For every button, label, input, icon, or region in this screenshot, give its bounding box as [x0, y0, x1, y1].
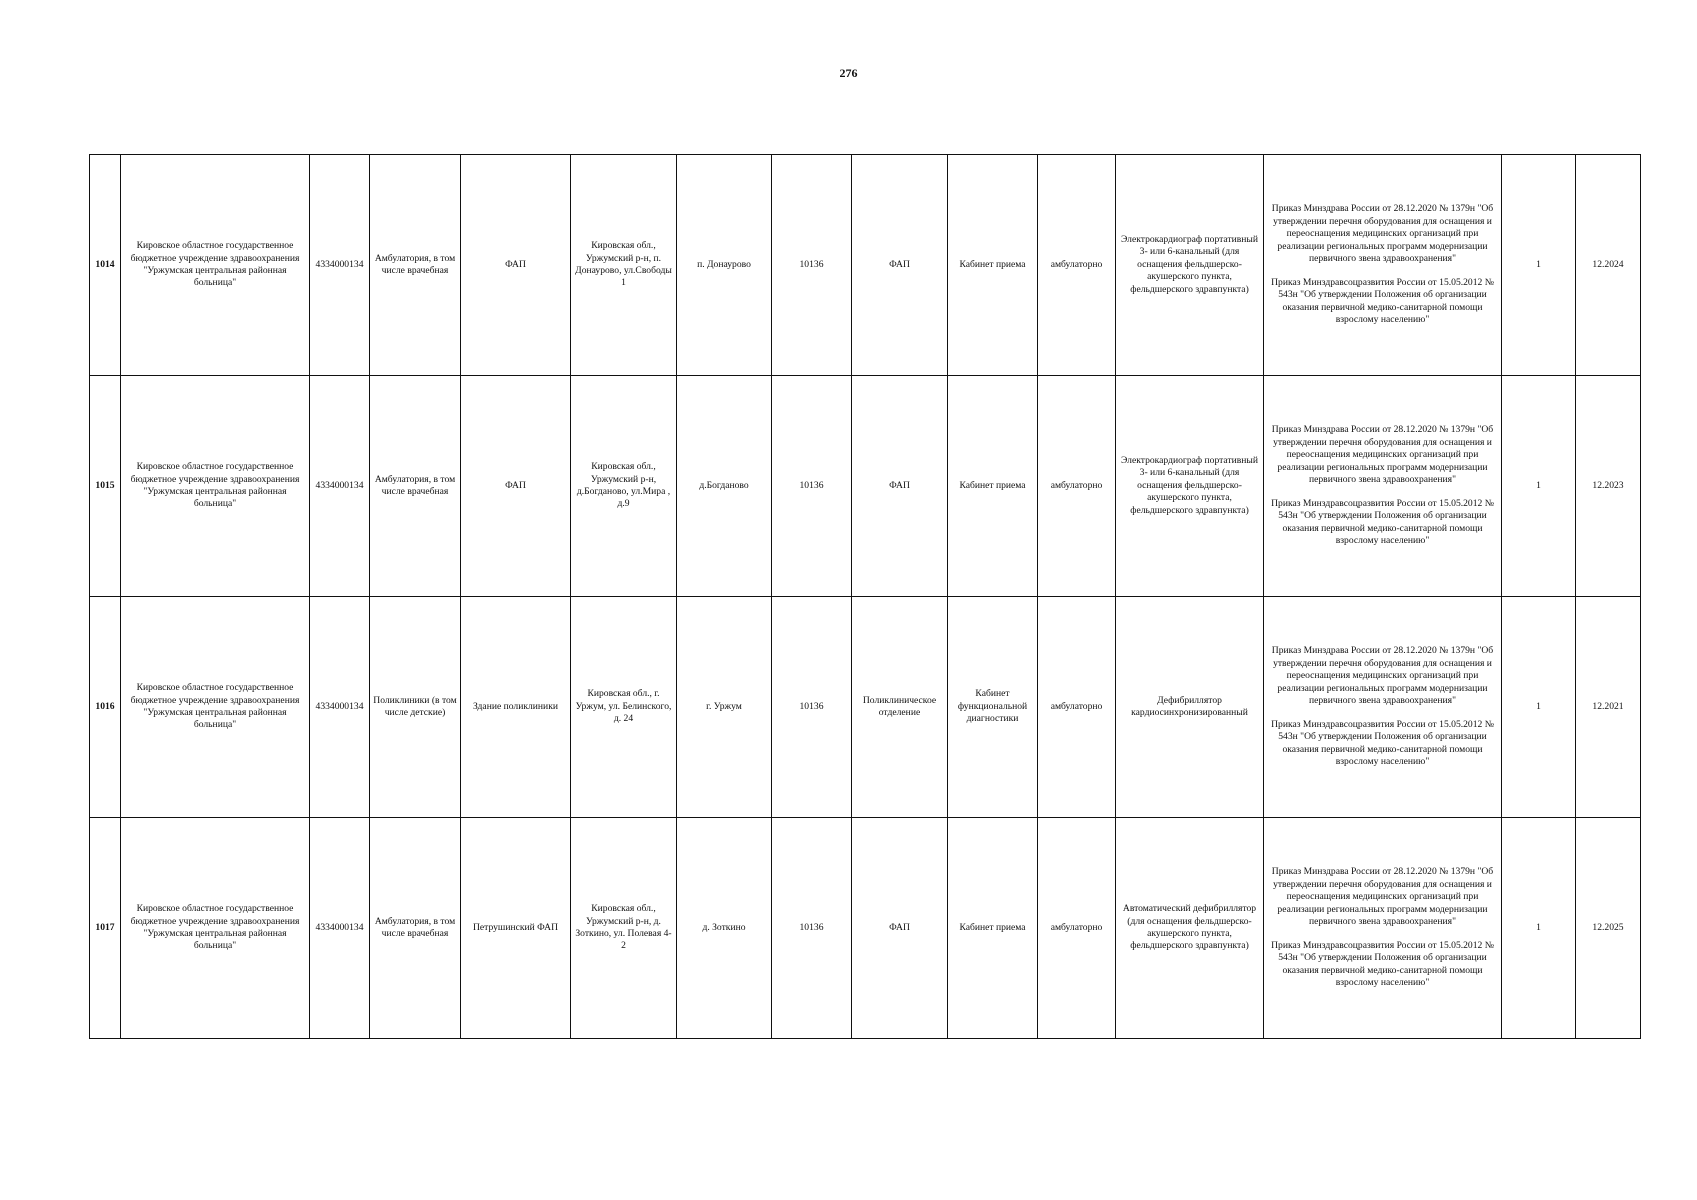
- legal-basis-order-1379n: Приказ Минздрава России от 28.12.2020 № 1379н "Об утверждении перечня оборудования для оснащения и переоснащения медицинских организаций при реализации региональных программ модернизации первичного звена здравоохранения": [1271, 424, 1494, 486]
- organization-name: Кировское областное государственное бюджетное учреждение здравоохранения "Уржумская центральная районная больница": [121, 597, 310, 818]
- equipment: Автоматический дефибриллятор (для оснащения фельдшерско-акушерского пункта, фельдшерского здравпункта): [1116, 818, 1264, 1039]
- legal-basis-order-543n: Приказ Минздравсоцразвития России от 15.05.2012 № 543н "Об утверждении Положения об организации оказания первичной медико-санитарной помощи взрослому населению": [1271, 497, 1494, 547]
- row-number: 1015: [90, 376, 121, 597]
- room: Кабинет приема: [948, 818, 1038, 1039]
- organization-name: Кировское областное государственное бюджетное учреждение здравоохранения "Уржумская центральная районная больница": [121, 155, 310, 376]
- legal-basis: [1264, 597, 1502, 818]
- department: Поликлиническое отделение: [852, 597, 948, 818]
- due-date: 12.2021: [1576, 597, 1641, 818]
- code: 10136: [772, 818, 852, 1039]
- facility-object: ФАП: [461, 376, 571, 597]
- care-form: амбулаторно: [1038, 376, 1116, 597]
- address: Кировская обл., г. Уржум, ул. Белинского, д. 24: [571, 597, 677, 818]
- facility-type: Поликлиники (в том числе детские): [370, 597, 461, 818]
- table-row: [90, 597, 1641, 818]
- department: ФАП: [852, 376, 948, 597]
- department: ФАП: [852, 818, 948, 1039]
- table-row: [90, 818, 1641, 1039]
- legal-basis-order-543n: Приказ Минздравсоцразвития России от 15.05.2012 № 543н "Об утверждении Положения об организации оказания первичной медико-санитарной помощи взрослому населению": [1271, 276, 1494, 326]
- row-number: 1017: [90, 818, 121, 1039]
- due-date: 12.2025: [1576, 818, 1641, 1039]
- room: Кабинет функциональной диагностики: [948, 597, 1038, 818]
- registry-body: [90, 155, 1641, 1039]
- organization-name: Кировское областное государственное бюджетное учреждение здравоохранения "Уржумская центральная районная больница": [121, 376, 310, 597]
- room: Кабинет приема: [948, 155, 1038, 376]
- care-form: амбулаторно: [1038, 818, 1116, 1039]
- code: 10136: [772, 155, 852, 376]
- legal-basis-order-543n: Приказ Минздравсоцразвития России от 15.05.2012 № 543н "Об утверждении Положения об организации оказания первичной медико-санитарной помощи взрослому населению": [1271, 939, 1494, 989]
- care-form: амбулаторно: [1038, 155, 1116, 376]
- equipment: Электрокардиограф портативный 3- или 6-канальный (для оснащения фельдшерско-акушерского пункта, фельдшерского здравпункта): [1116, 155, 1264, 376]
- facility-object: Здание поликлиники: [461, 597, 571, 818]
- locality: д.Богданово: [677, 376, 772, 597]
- legal-basis: [1264, 155, 1502, 376]
- facility-type: Амбулатория, в том числе врачебная: [370, 818, 461, 1039]
- room: Кабинет приема: [948, 376, 1038, 597]
- facility-type: Амбулатория, в том числе врачебная: [370, 376, 461, 597]
- table-row: [90, 155, 1641, 376]
- locality: п. Донаурово: [677, 155, 772, 376]
- quantity: 1: [1502, 597, 1576, 818]
- quantity: 1: [1502, 155, 1576, 376]
- legal-basis-order-543n: Приказ Минздравсоцразвития России от 15.05.2012 № 543н "Об утверждении Положения об организации оказания первичной медико-санитарной помощи взрослому населению": [1271, 718, 1494, 768]
- equipment: Дефибриллятор кардиосинхронизированный: [1116, 597, 1264, 818]
- inn: 4334000134: [310, 597, 370, 818]
- code: 10136: [772, 376, 852, 597]
- inn: 4334000134: [310, 818, 370, 1039]
- locality: д. Зоткино: [677, 818, 772, 1039]
- equipment: Электрокардиограф портативный 3- или 6-канальный (для оснащения фельдшерско-акушерского пункта, фельдшерского здравпункта): [1116, 376, 1264, 597]
- address: Кировская обл., Уржумский р-н, п. Донаурово, ул.Свободы 1: [571, 155, 677, 376]
- inn: 4334000134: [310, 376, 370, 597]
- row-number: 1016: [90, 597, 121, 818]
- address: Кировская обл., Уржумский р-н, д.Богданово, ул.Мира , д.9: [571, 376, 677, 597]
- inn: 4334000134: [310, 155, 370, 376]
- address: Кировская обл., Уржумский р-н, д. Зоткино, ул. Полевая 4-2: [571, 818, 677, 1039]
- quantity: 1: [1502, 818, 1576, 1039]
- department: ФАП: [852, 155, 948, 376]
- page-number: 276: [839, 66, 858, 80]
- legal-basis: [1264, 818, 1502, 1039]
- facility-object: ФАП: [461, 155, 571, 376]
- due-date: 12.2024: [1576, 155, 1641, 376]
- due-date: 12.2023: [1576, 376, 1641, 597]
- legal-basis-order-1379n: Приказ Минздрава России от 28.12.2020 № 1379н "Об утверждении перечня оборудования для оснащения и переоснащения медицинских организаций при реализации региональных программ модернизации первичного звена здравоохранения": [1271, 866, 1494, 928]
- quantity: 1: [1502, 376, 1576, 597]
- code: 10136: [772, 597, 852, 818]
- row-number: 1014: [90, 155, 121, 376]
- legal-basis: [1264, 376, 1502, 597]
- care-form: амбулаторно: [1038, 597, 1116, 818]
- table-row: [90, 376, 1641, 597]
- facility-object: Петрушинский ФАП: [461, 818, 571, 1039]
- equipment-registry-table: [89, 154, 1641, 1039]
- organization-name: Кировское областное государственное бюджетное учреждение здравоохранения "Уржумская центральная районная больница": [121, 818, 310, 1039]
- locality: г. Уржум: [677, 597, 772, 818]
- legal-basis-order-1379n: Приказ Минздрава России от 28.12.2020 № 1379н "Об утверждении перечня оборудования для оснащения и переоснащения медицинских организаций при реализации региональных программ модернизации первичного звена здравоохранения": [1271, 203, 1494, 265]
- legal-basis-order-1379n: Приказ Минздрава России от 28.12.2020 № 1379н "Об утверждении перечня оборудования для оснащения и переоснащения медицинских организаций при реализации региональных программ модернизации первичного звена здравоохранения": [1271, 645, 1494, 707]
- facility-type: Амбулатория, в том числе врачебная: [370, 155, 461, 376]
